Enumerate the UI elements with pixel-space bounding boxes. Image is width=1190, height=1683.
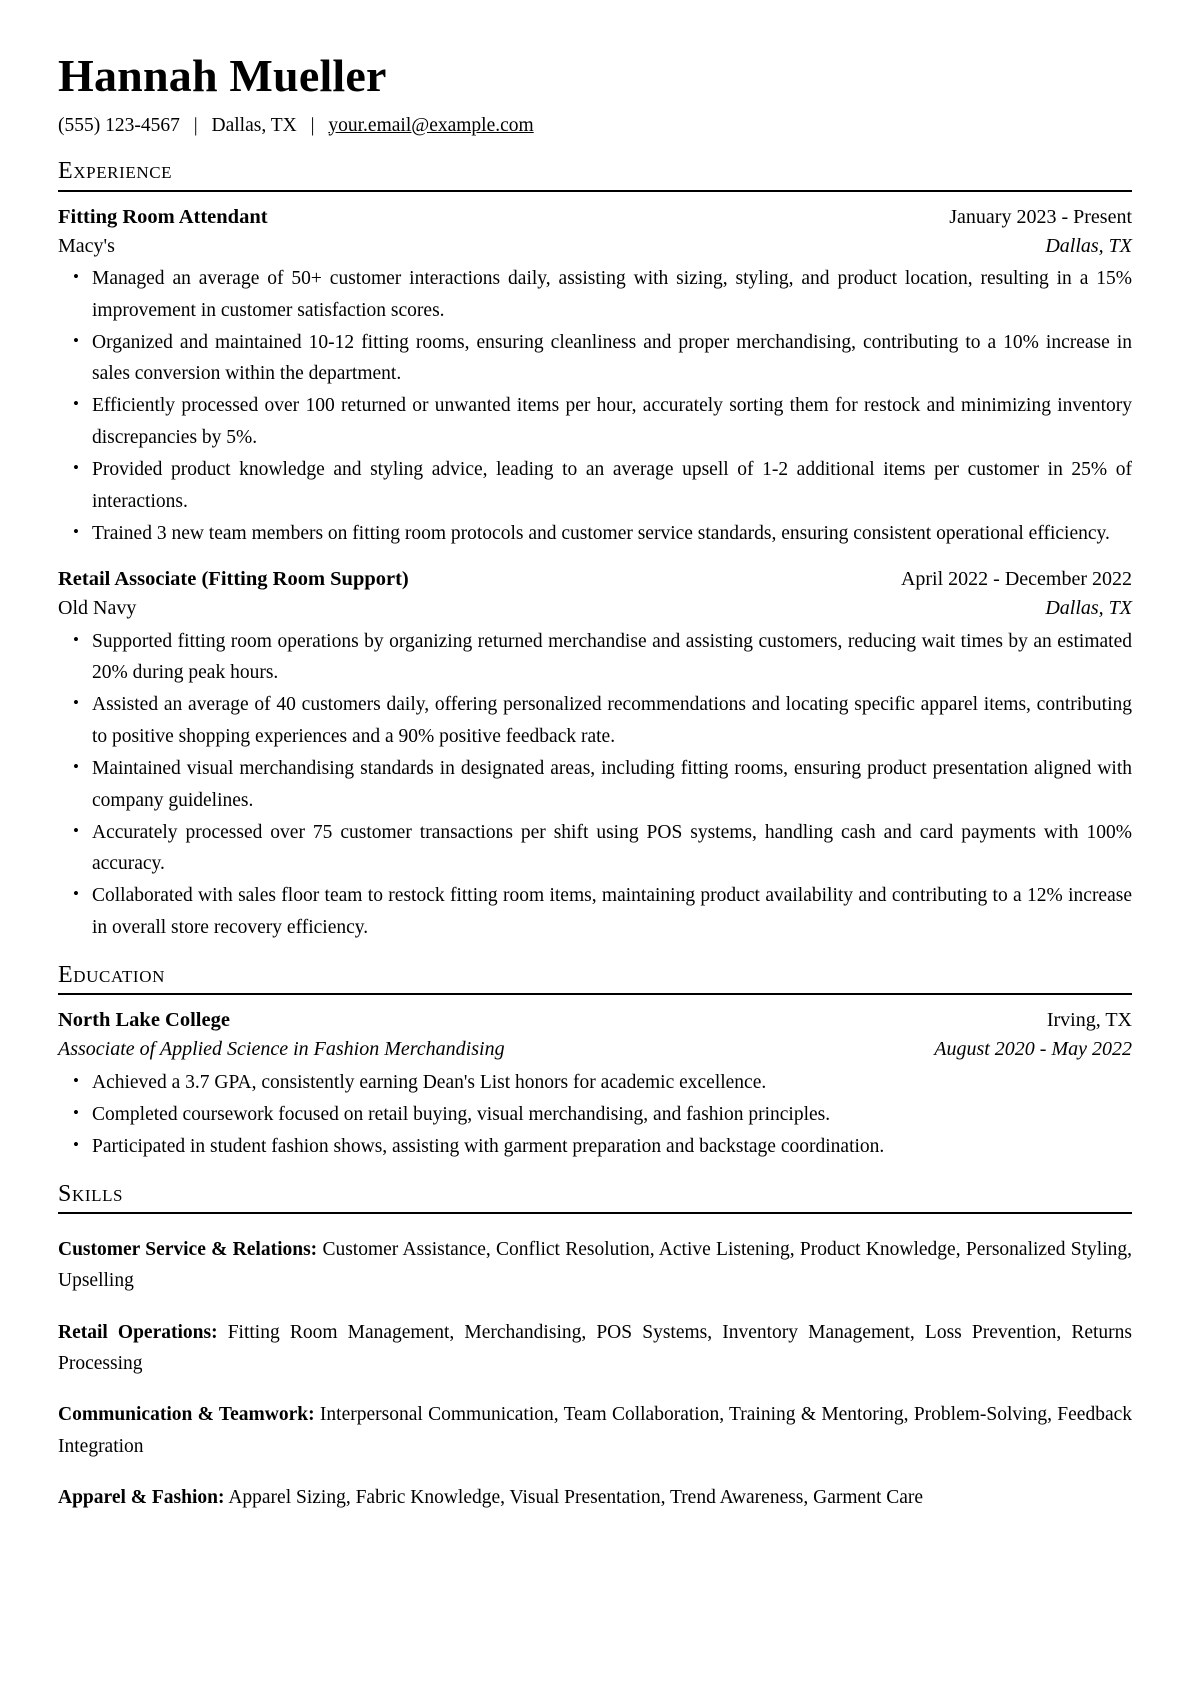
- job-bullet-list: [58, 263, 1132, 549]
- experience-entry: [58, 203, 1132, 550]
- skill-items: Customer Assistance, Conflict Resolution, Active Listening, Product Knowledge, Personalized Styling, Upselling: [58, 1238, 1132, 1292]
- job-bullet: • Organized and maintained 10-12 fitting rooms, ensuring cleanliness and proper merchandising, contributing to a 10% increase in sales conversion within the department.: [58, 327, 1132, 390]
- job-bullet-list: [58, 626, 1132, 944]
- experience-entry-subline: [58, 594, 1132, 622]
- section-skills: [58, 1180, 1132, 1514]
- contact-line: [58, 111, 1132, 140]
- job-location: Dallas, TX: [1045, 234, 1132, 257]
- skill-category: Communication & Teamwork:: [58, 1404, 315, 1426]
- contact-location: Dallas, TX: [211, 114, 297, 136]
- section-rule: [58, 993, 1132, 995]
- degree-name: Associate of Applied Science in Fashion Merchandising: [58, 1038, 505, 1061]
- school-name: North Lake College: [58, 1009, 230, 1032]
- education-bullet: • Completed coursework focused on retail buying, visual merchandising, and fashion principles.: [58, 1099, 1132, 1131]
- job-bullet: • Maintained visual merchandising standards in designated areas, including fitting rooms, ensuring product presentation aligned with company guidelines.: [58, 753, 1132, 816]
- section-experience: [58, 157, 1132, 944]
- section-education: [58, 961, 1132, 1163]
- skill-group: [58, 1399, 1132, 1462]
- job-bullet: • Supported fitting room operations by organizing returned merchandise and assisting customers, reducing wait times by an estimated 20% during peak hours.: [58, 626, 1132, 689]
- school-location: Irving, TX: [1046, 1009, 1132, 1032]
- education-entry: [58, 1006, 1132, 1162]
- job-bullet: • Provided product knowledge and styling advice, leading to an average upsell of 1-2 additional items per customer in 25% of interactions.: [58, 454, 1132, 517]
- contact-phone: (555) 123-4567: [58, 114, 180, 136]
- skill-items: Fitting Room Management, Merchandising, POS Systems, Inventory Management, Loss Prevention, Returns Processing: [58, 1321, 1132, 1375]
- candidate-name: Hannah Mueller: [58, 50, 387, 101]
- experience-entry-headline: [58, 565, 1132, 594]
- job-title: Retail Associate (Fitting Room Support): [58, 568, 409, 591]
- education-bullet-list: [58, 1067, 1132, 1163]
- job-date: January 2023 - Present: [949, 205, 1132, 228]
- job-company: Macy's: [58, 234, 115, 257]
- job-bullet: • Collaborated with sales floor team to restock fitting room items, maintaining product availability and contributing to a 12% increase in overall store recovery efficiency.: [58, 880, 1132, 943]
- contact-separator: |: [310, 114, 315, 136]
- section-rule: [58, 190, 1132, 192]
- job-bullet: • Efficiently processed over 100 returned or unwanted items per hour, accurately sorting them for restock and minimizing inventory discrepancies by 5%.: [58, 390, 1132, 453]
- skill-category: Customer Service & Relations:: [58, 1238, 318, 1260]
- job-location: Dallas, TX: [1045, 597, 1132, 620]
- skill-group: [58, 1234, 1132, 1297]
- job-bullet: • Accurately processed over 75 customer transactions per shift using POS systems, handling cash and card payments with 100% accuracy.: [58, 817, 1132, 880]
- job-bullet: • Managed an average of 50+ customer interactions daily, assisting with sizing, styling, and product location, resulting in a 15% improvement in customer satisfaction scores.: [58, 263, 1132, 326]
- job-company: Old Navy: [58, 597, 137, 620]
- education-entry-subline: [58, 1035, 1132, 1063]
- skill-group: [58, 1482, 1132, 1514]
- skill-items: Apparel Sizing, Fabric Knowledge, Visual Presentation, Trend Awareness, Garment Care: [228, 1486, 924, 1508]
- experience-entry: [58, 565, 1132, 943]
- skill-category: Retail Operations:: [58, 1321, 218, 1343]
- experience-entry-subline: [58, 232, 1132, 260]
- job-title: Fitting Room Attendant: [58, 205, 268, 228]
- education-bullet: • Achieved a 3.7 GPA, consistently earning Dean's List honors for academic excellence.: [58, 1067, 1132, 1099]
- section-title-skills: Skills: [58, 1180, 124, 1207]
- section-title-education: Education: [58, 961, 165, 988]
- degree-date: August 2020 - May 2022: [934, 1038, 1132, 1061]
- contact-separator: |: [193, 114, 198, 136]
- skill-group: [58, 1317, 1132, 1380]
- skill-category: Apparel & Fashion:: [58, 1486, 225, 1508]
- job-bullet: • Trained 3 new team members on fitting room protocols and customer service standards, ensuring consistent operational efficiency.: [58, 518, 1132, 550]
- contact-email-link[interactable]: your.email@example.com: [328, 114, 534, 136]
- section-title-experience: Experience: [58, 157, 173, 184]
- experience-entry-headline: [58, 203, 1132, 232]
- resume-header: [58, 50, 1132, 140]
- section-rule: [58, 1212, 1132, 1214]
- education-entry-headline: [58, 1006, 1132, 1035]
- job-bullet: • Assisted an average of 40 customers daily, offering personalized recommendations and locating specific apparel items, contributing to positive shopping experiences and a 90% positive feedback rate.: [58, 689, 1132, 752]
- job-date: April 2022 - December 2022: [900, 568, 1132, 591]
- skill-items: Interpersonal Communication, Team Collaboration, Training & Mentoring, Problem-Solving, Feedback Integration: [58, 1404, 1133, 1457]
- education-bullet: • Participated in student fashion shows, assisting with garment preparation and backstage coordination.: [58, 1131, 1132, 1163]
